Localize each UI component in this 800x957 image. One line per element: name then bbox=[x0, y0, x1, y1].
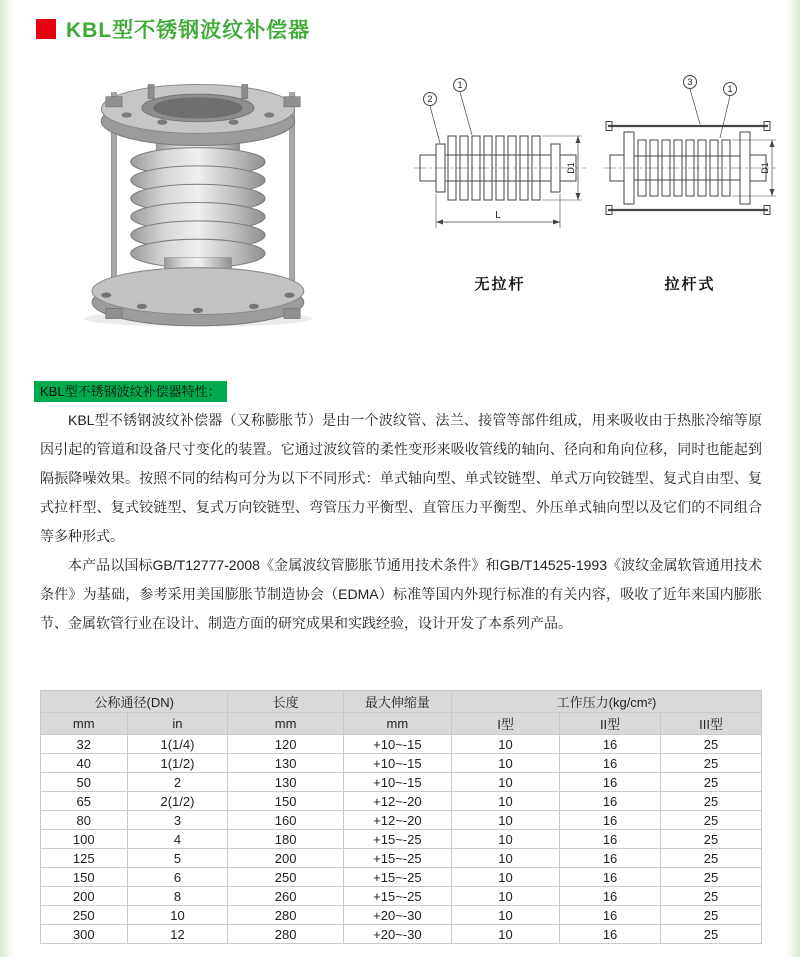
table-row bbox=[41, 868, 762, 887]
table-cell: 200 bbox=[228, 849, 343, 868]
table-row bbox=[41, 830, 762, 849]
table-cell: +15~-25 bbox=[343, 887, 451, 906]
table-cell: 8 bbox=[127, 887, 228, 906]
table-row bbox=[41, 925, 762, 944]
table-cell: 80 bbox=[41, 811, 128, 830]
table-cell: 16 bbox=[560, 906, 661, 925]
left-edge-decoration bbox=[0, 0, 14, 957]
features-heading: KBL型不锈钢波纹补偿器特性： bbox=[34, 381, 227, 402]
col-header-length: 长度 bbox=[228, 691, 343, 713]
dim-diameter-label: D1 bbox=[760, 162, 770, 174]
table-cell: 10 bbox=[451, 868, 559, 887]
table-row bbox=[41, 906, 762, 925]
table-cell: 32 bbox=[41, 735, 128, 754]
table-cell: 10 bbox=[451, 887, 559, 906]
col-header-type-2: II型 bbox=[560, 713, 661, 735]
table-cell: 2 bbox=[127, 773, 228, 792]
table-header-row-2 bbox=[41, 713, 762, 735]
callout-1: 1 bbox=[727, 84, 733, 94]
diagram-tie-rod bbox=[602, 68, 778, 269]
table-cell: 130 bbox=[228, 773, 343, 792]
table-cell: 25 bbox=[661, 887, 762, 906]
table-cell: 120 bbox=[228, 735, 343, 754]
col-header-max-expansion: 最大伸缩量 bbox=[343, 691, 451, 713]
spec-table bbox=[40, 690, 762, 944]
page-title: KBL型不锈钢波纹补偿器 bbox=[66, 19, 311, 42]
table-cell: 25 bbox=[661, 830, 762, 849]
table-cell: 40 bbox=[41, 754, 128, 773]
table-cell: +10~-15 bbox=[343, 754, 451, 773]
table-cell: 250 bbox=[41, 906, 128, 925]
table-cell: 150 bbox=[228, 792, 343, 811]
table-cell: 10 bbox=[451, 925, 559, 944]
table-cell: +10~-15 bbox=[343, 773, 451, 792]
table-cell: +12~-20 bbox=[343, 811, 451, 830]
table-cell: 10 bbox=[451, 906, 559, 925]
red-square-bullet-icon bbox=[36, 19, 56, 39]
table-cell: 16 bbox=[560, 754, 661, 773]
table-cell: 16 bbox=[560, 925, 661, 944]
table-cell: 150 bbox=[41, 868, 128, 887]
table-cell: 16 bbox=[560, 830, 661, 849]
col-header-dn-in: in bbox=[127, 713, 228, 735]
table-cell: 250 bbox=[228, 868, 343, 887]
page-header bbox=[36, 14, 310, 44]
table-header-row-1 bbox=[41, 691, 762, 713]
table-body bbox=[41, 735, 762, 944]
table-cell: 50 bbox=[41, 773, 128, 792]
col-header-dn-mm: mm bbox=[41, 713, 128, 735]
table-cell: 16 bbox=[560, 792, 661, 811]
table-cell: 10 bbox=[451, 830, 559, 849]
col-header-type-1: I型 bbox=[451, 713, 559, 735]
col-header-length-unit: mm bbox=[228, 713, 343, 735]
diagram-no-tie-rod bbox=[412, 68, 588, 269]
callout-1: 1 bbox=[457, 80, 463, 90]
table-cell: 16 bbox=[560, 773, 661, 792]
table-cell: 10 bbox=[451, 773, 559, 792]
table-cell: +15~-25 bbox=[343, 830, 451, 849]
table-cell: +20~-30 bbox=[343, 906, 451, 925]
diagram-caption-tie-rod: 拉杆式 bbox=[664, 276, 716, 293]
diagram-no-tie-rod-svg bbox=[412, 68, 588, 264]
table-cell: 16 bbox=[560, 811, 661, 830]
table-cell: 10 bbox=[127, 906, 228, 925]
table-cell: +12~-20 bbox=[343, 792, 451, 811]
product-photo bbox=[68, 58, 338, 343]
table-cell: +20~-30 bbox=[343, 925, 451, 944]
table-cell: 25 bbox=[661, 735, 762, 754]
table-cell: 25 bbox=[661, 906, 762, 925]
table-cell: +15~-25 bbox=[343, 849, 451, 868]
table-row bbox=[41, 792, 762, 811]
table-cell: 160 bbox=[228, 811, 343, 830]
table-cell: +15~-25 bbox=[343, 868, 451, 887]
table-cell: 16 bbox=[560, 735, 661, 754]
table-row bbox=[41, 735, 762, 754]
dim-length-label: L bbox=[495, 210, 501, 221]
table-cell: 2(1/2) bbox=[127, 792, 228, 811]
table-cell: 25 bbox=[661, 792, 762, 811]
table-cell: 10 bbox=[451, 811, 559, 830]
right-edge-decoration bbox=[786, 0, 800, 957]
callout-2: 2 bbox=[427, 94, 433, 104]
table-cell: +10~-15 bbox=[343, 735, 451, 754]
table-cell: 10 bbox=[451, 849, 559, 868]
features-paragraph-1: KBL型不锈钢波纹补偿器（又称膨胀节）是由一个波纹管、法兰、接管等部件组成，用来吸收由于热胀冷缩等原因引起的管道和设备尺寸变化的装置。它通过波纹管的柔性变形来吸收管线的轴向、径向和角向位移，同时也能起到隔振降噪效果。按照不同的结构可分为以下不同形式：单式轴向型、单式铰链型、单式万向铰链型、复式自由型、复式拉杆型、复式铰链型、复式万向铰链型、弯管压力平衡型、直管压力平衡型、外压单式轴向型以及它们的不同组合等多种形式。 bbox=[40, 412, 762, 544]
table-row bbox=[41, 754, 762, 773]
table-cell: 12 bbox=[127, 925, 228, 944]
table-cell: 25 bbox=[661, 925, 762, 944]
table-cell: 25 bbox=[661, 773, 762, 792]
table-cell: 10 bbox=[451, 754, 559, 773]
diagram-tie-rod-svg bbox=[602, 68, 778, 264]
table-cell: 3 bbox=[127, 811, 228, 830]
bellows-compensator-photo bbox=[68, 58, 338, 343]
table-cell: 1(1/2) bbox=[127, 754, 228, 773]
table-row bbox=[41, 887, 762, 906]
table-cell: 25 bbox=[661, 811, 762, 830]
table-cell: 180 bbox=[228, 830, 343, 849]
table-cell: 5 bbox=[127, 849, 228, 868]
table-cell: 6 bbox=[127, 868, 228, 887]
col-header-pressure-group: 工作压力(kg/cm²) bbox=[451, 691, 761, 713]
table-row bbox=[41, 811, 762, 830]
col-header-max-expansion-unit: mm bbox=[343, 713, 451, 735]
technical-drawings bbox=[412, 68, 778, 294]
table-cell: 100 bbox=[41, 830, 128, 849]
table-row bbox=[41, 773, 762, 792]
col-header-type-3: III型 bbox=[661, 713, 762, 735]
dim-diameter-label: D1 bbox=[566, 162, 576, 174]
features-paragraphs bbox=[40, 406, 762, 638]
table-cell: 65 bbox=[41, 792, 128, 811]
col-header-dn-group: 公称通径(DN) bbox=[41, 691, 228, 713]
table-cell: 260 bbox=[228, 887, 343, 906]
table-cell: 4 bbox=[127, 830, 228, 849]
table-cell: 280 bbox=[228, 906, 343, 925]
table-cell: 16 bbox=[560, 849, 661, 868]
table-cell: 130 bbox=[228, 754, 343, 773]
table-cell: 10 bbox=[451, 735, 559, 754]
table-cell: 300 bbox=[41, 925, 128, 944]
table-cell: 25 bbox=[661, 868, 762, 887]
table-cell: 125 bbox=[41, 849, 128, 868]
table-cell: 1(1/4) bbox=[127, 735, 228, 754]
features-paragraph-2: 本产品以国标GB/T12777-2008《金属波纹管膨胀节通用技术条件》和GB/T14525-1993《波纹金属软管通用技术条件》为基础，参考采用美国膨胀节制造协会（EDMA）标准等国内外现行标准的有关内容，吸收了近年来国内膨胀节、金属软管行业在设计、制造方面的研究成果和实践经验，设计开发了本系列产品。 bbox=[40, 557, 762, 631]
callout-3: 3 bbox=[687, 77, 693, 87]
table-cell: 280 bbox=[228, 925, 343, 944]
table-cell: 200 bbox=[41, 887, 128, 906]
table-cell: 16 bbox=[560, 868, 661, 887]
diagram-caption-no-tie-rod: 无拉杆 bbox=[474, 276, 526, 293]
table-cell: 25 bbox=[661, 849, 762, 868]
table-cell: 16 bbox=[560, 887, 661, 906]
table-cell: 10 bbox=[451, 792, 559, 811]
table-cell: 25 bbox=[661, 754, 762, 773]
table-row bbox=[41, 849, 762, 868]
